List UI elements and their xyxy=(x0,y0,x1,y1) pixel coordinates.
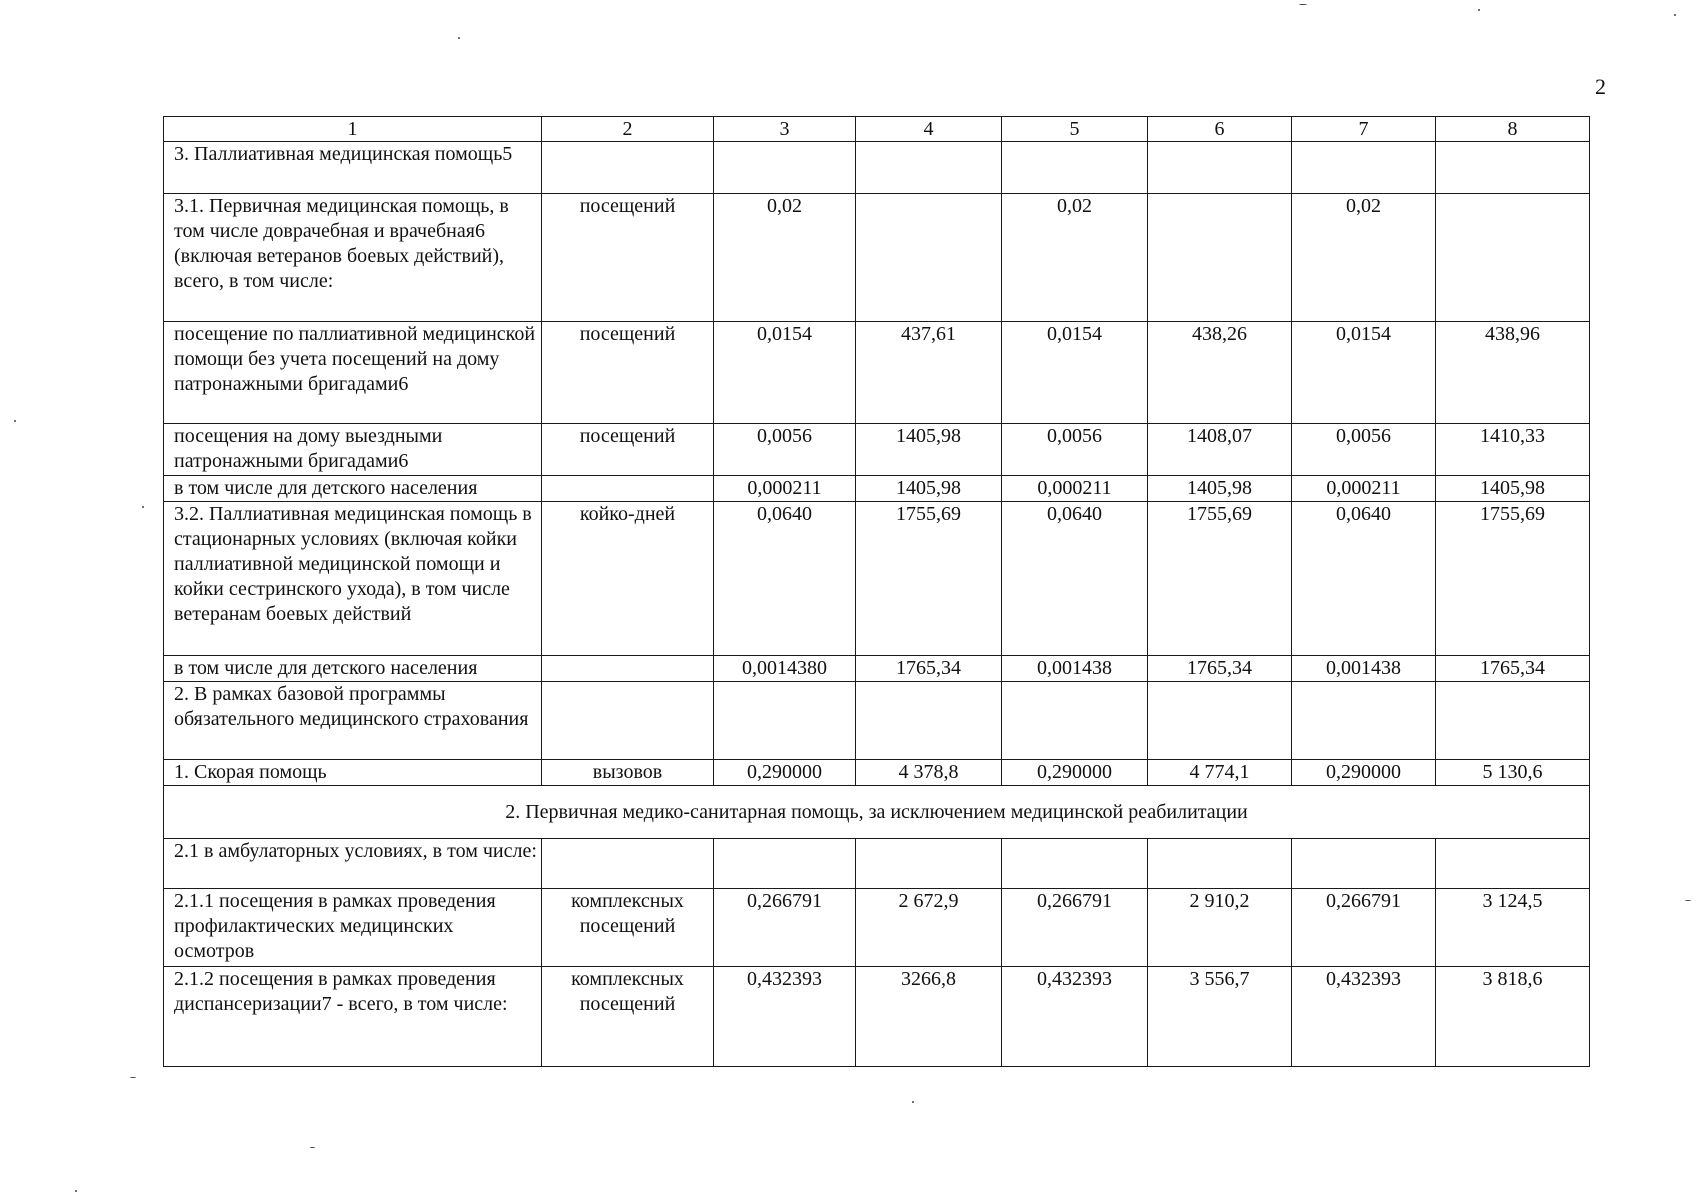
value-cell-5: 0,266791 xyxy=(1002,889,1148,967)
value-cell-3: 0,432393 xyxy=(714,967,856,1067)
value-cell-7: 0,0154 xyxy=(1292,322,1436,424)
value-cell-5 xyxy=(1002,142,1148,194)
scan-speck xyxy=(142,506,144,508)
value-cell-8 xyxy=(1436,839,1590,889)
column-number-header-row xyxy=(164,117,1590,142)
column-number: 2 xyxy=(542,117,714,142)
value-cell-4: 1765,34 xyxy=(856,656,1002,682)
unit-cell: комплексных посещений xyxy=(542,967,714,1067)
value-cell-8 xyxy=(1436,682,1590,760)
value-cell-3: 0,02 xyxy=(714,194,856,322)
table-row xyxy=(164,476,1590,502)
value-cell-6: 4 774,1 xyxy=(1148,760,1292,786)
value-cell-8 xyxy=(1436,194,1590,322)
value-cell-3: 0,0154 xyxy=(714,322,856,424)
value-cell-7: 0,0640 xyxy=(1292,502,1436,656)
scan-speck xyxy=(310,1147,315,1148)
value-cell-4: 1405,98 xyxy=(856,476,1002,502)
value-cell-8: 3 124,5 xyxy=(1436,889,1590,967)
value-cell-8: 1765,34 xyxy=(1436,656,1590,682)
row-name-cell: посещения на дому выездными патронажными бригадами6 xyxy=(164,424,542,476)
value-cell-5 xyxy=(1002,839,1148,889)
row-name-cell: 3. Паллиативная медицинская помощь5 xyxy=(164,142,542,194)
row-name-cell: в том числе для детского населения xyxy=(164,476,542,502)
value-cell-6: 1405,98 xyxy=(1148,476,1292,502)
row-name-cell: 1. Скорая помощь xyxy=(164,760,542,786)
column-number: 4 xyxy=(856,117,1002,142)
row-name-cell: 2.1.2 посещения в рамках проведения диспансеризации7 - всего, в том числе: xyxy=(164,967,542,1067)
value-cell-4: 4 378,8 xyxy=(856,760,1002,786)
value-cell-5: 0,0640 xyxy=(1002,502,1148,656)
value-cell-3: 0,0014380 xyxy=(714,656,856,682)
value-cell-7 xyxy=(1292,839,1436,889)
value-cell-4 xyxy=(856,194,1002,322)
table-row xyxy=(164,682,1590,760)
value-cell-6 xyxy=(1148,839,1292,889)
table-row xyxy=(164,424,1590,476)
value-cell-6: 1408,07 xyxy=(1148,424,1292,476)
value-cell-4 xyxy=(856,682,1002,760)
table-row xyxy=(164,194,1590,322)
value-cell-6: 2 910,2 xyxy=(1148,889,1292,967)
row-name-cell: 3.1. Первичная медицинская помощь, в том числе доврачебная и врачебная6 (включая ветеранов боевых действий), всего, в том числе: xyxy=(164,194,542,322)
value-cell-5: 0,001438 xyxy=(1002,656,1148,682)
value-cell-3: 0,0056 xyxy=(714,424,856,476)
row-name-cell: 3.2. Паллиативная медицинская помощь в стационарных условиях (включая койки паллиативной медицинской помощи и койки сестринского ухода), в том числе ветеранам боевых действий xyxy=(164,502,542,656)
column-number: 3 xyxy=(714,117,856,142)
value-cell-8: 1755,69 xyxy=(1436,502,1590,656)
value-cell-3: 0,290000 xyxy=(714,760,856,786)
row-name-cell: в том числе для детского населения xyxy=(164,656,542,682)
value-cell-3 xyxy=(714,839,856,889)
value-cell-4: 1755,69 xyxy=(856,502,1002,656)
column-number: 7 xyxy=(1292,117,1436,142)
row-name-cell: 2.1 в амбулаторных условиях, в том числе: xyxy=(164,839,542,889)
value-cell-7 xyxy=(1292,682,1436,760)
scan-speck xyxy=(130,1077,136,1078)
value-cell-3: 0,000211 xyxy=(714,476,856,502)
value-cell-4: 437,61 xyxy=(856,322,1002,424)
table-row xyxy=(164,889,1590,967)
table-row xyxy=(164,502,1590,656)
column-number: 5 xyxy=(1002,117,1148,142)
value-cell-5: 0,432393 xyxy=(1002,967,1148,1067)
value-cell-5: 0,02 xyxy=(1002,194,1148,322)
row-name-cell: посещение по паллиативной медицинской помощи без учета посещений на дому патронажными бригадами6 xyxy=(164,322,542,424)
column-number: 6 xyxy=(1148,117,1292,142)
value-cell-7: 0,0056 xyxy=(1292,424,1436,476)
section-title: 2. Первичная медико-санитарная помощь, за исключением медицинской реабилитации xyxy=(164,786,1590,839)
row-name-cell: 2.1.1 посещения в рамках проведения профилактических медицинских осмотров xyxy=(164,889,542,967)
value-cell-5: 0,0056 xyxy=(1002,424,1148,476)
scan-speck xyxy=(1685,900,1691,901)
value-cell-6 xyxy=(1148,194,1292,322)
column-number: 8 xyxy=(1436,117,1590,142)
value-cell-3: 0,0640 xyxy=(714,502,856,656)
scan-speck xyxy=(75,1190,77,1192)
value-cell-3: 0,266791 xyxy=(714,889,856,967)
value-cell-7: 0,001438 xyxy=(1292,656,1436,682)
value-cell-5: 0,000211 xyxy=(1002,476,1148,502)
value-cell-3 xyxy=(714,142,856,194)
value-cell-4: 3266,8 xyxy=(856,967,1002,1067)
unit-cell: посещений xyxy=(542,322,714,424)
value-cell-4 xyxy=(856,142,1002,194)
value-cell-4: 2 672,9 xyxy=(856,889,1002,967)
value-cell-7 xyxy=(1292,142,1436,194)
unit-cell xyxy=(542,656,714,682)
value-cell-5 xyxy=(1002,682,1148,760)
table-row xyxy=(164,760,1590,786)
row-name-cell: 2. В рамках базовой программы обязательного медицинского страхования xyxy=(164,682,542,760)
value-cell-7: 0,000211 xyxy=(1292,476,1436,502)
table-row xyxy=(164,142,1590,194)
value-cell-6: 3 556,7 xyxy=(1148,967,1292,1067)
value-cell-6: 438,26 xyxy=(1148,322,1292,424)
scan-speck xyxy=(912,1101,914,1103)
value-cell-4 xyxy=(856,839,1002,889)
column-number: 1 xyxy=(164,117,542,142)
scan-speck xyxy=(14,420,16,422)
value-cell-6: 1765,34 xyxy=(1148,656,1292,682)
unit-cell: комплексных посещений xyxy=(542,889,714,967)
scan-speck xyxy=(1674,14,1676,16)
value-cell-3 xyxy=(714,682,856,760)
value-cell-6 xyxy=(1148,682,1292,760)
unit-cell: вызовов xyxy=(542,760,714,786)
value-cell-8: 3 818,6 xyxy=(1436,967,1590,1067)
unit-cell xyxy=(542,476,714,502)
value-cell-7: 0,290000 xyxy=(1292,760,1436,786)
unit-cell xyxy=(542,682,714,760)
unit-cell xyxy=(542,839,714,889)
value-cell-8: 438,96 xyxy=(1436,322,1590,424)
table-row xyxy=(164,322,1590,424)
table-row xyxy=(164,839,1590,889)
table-row xyxy=(164,967,1590,1067)
value-cell-7: 0,266791 xyxy=(1292,889,1436,967)
scan-speck xyxy=(1478,9,1480,11)
scan-speck xyxy=(458,37,460,39)
section-row xyxy=(164,786,1590,839)
scan-speck xyxy=(1299,4,1307,5)
value-cell-8: 1410,33 xyxy=(1436,424,1590,476)
value-cell-7: 0,432393 xyxy=(1292,967,1436,1067)
table-row xyxy=(164,656,1590,682)
value-cell-6: 1755,69 xyxy=(1148,502,1292,656)
unit-cell: посещений xyxy=(542,194,714,322)
value-cell-5: 0,0154 xyxy=(1002,322,1148,424)
value-cell-7: 0,02 xyxy=(1292,194,1436,322)
page-number: 2 xyxy=(1595,74,1606,99)
unit-cell: посещений xyxy=(542,424,714,476)
unit-cell: койко-дней xyxy=(542,502,714,656)
tariff-table xyxy=(163,116,1590,1067)
value-cell-8 xyxy=(1436,142,1590,194)
unit-cell xyxy=(542,142,714,194)
value-cell-5: 0,290000 xyxy=(1002,760,1148,786)
value-cell-8: 5 130,6 xyxy=(1436,760,1590,786)
value-cell-6 xyxy=(1148,142,1292,194)
value-cell-4: 1405,98 xyxy=(856,424,1002,476)
value-cell-8: 1405,98 xyxy=(1436,476,1590,502)
